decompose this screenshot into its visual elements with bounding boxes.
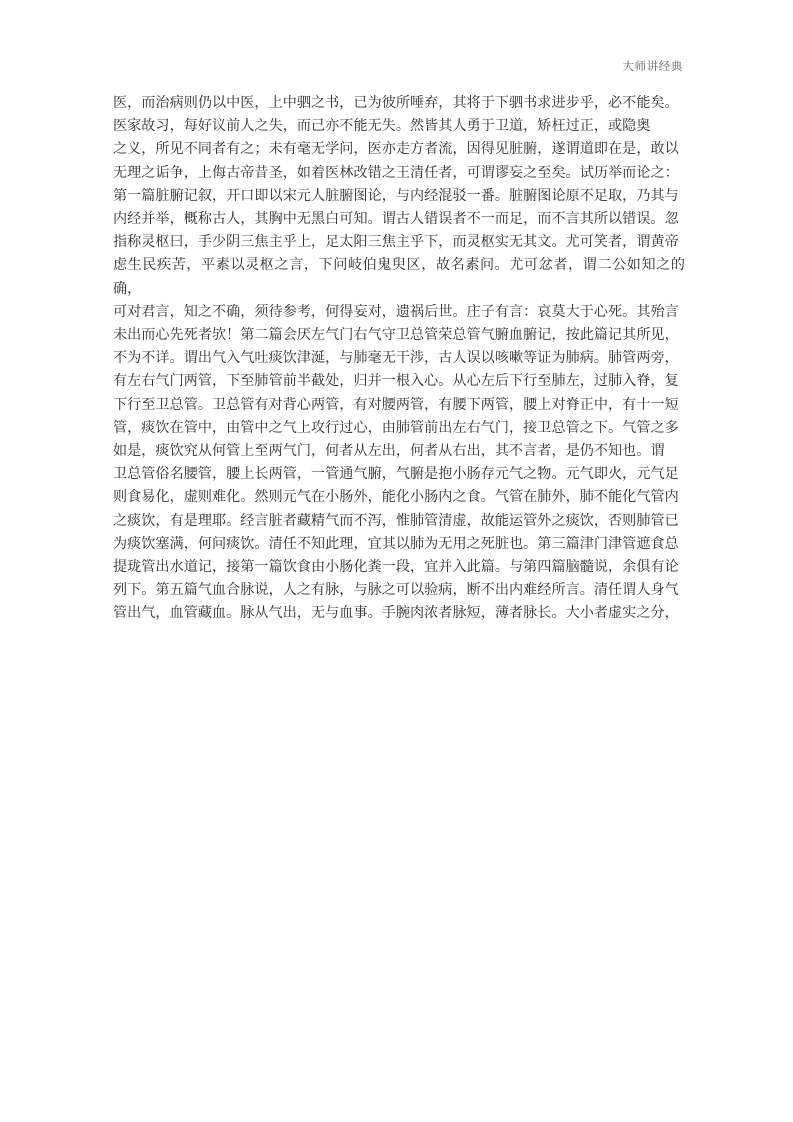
paragraph: 下行至卫总管。卫总管有对背心两管，有对腰两管，有腰下两管，腰上对脊正中，有十一短 (113, 396, 679, 413)
paragraph: 医，而治病则仍以中医，上中驷之书，已为彼所唾弃，其将于下驷书求进步乎，必不能矣。 (113, 95, 679, 111)
paragraph: 不为不详。谓出气入气吐痰饮津涎，与肺毫无干涉，古人误以咳嗽等证为肺病。肺管两旁， (113, 350, 679, 367)
paragraph: 管，痰饮在管中，由管中之气上攻行过心，由肺管前出左右气门，接卫总管之下。气管之多 (113, 419, 679, 436)
paragraph: 为痰饮塞满，何问痰饮。清任不知此理，宜其以肺为无用之死脏也。第三篇津门津管遮食总 (113, 535, 679, 552)
paragraph: 管出气，血管藏血。脉从气出，无与血事。手腕肉浓者脉短，薄者脉长。大小者虚实之分， (113, 605, 679, 622)
paragraph: 内经并举，概称古人，其胸中无黑白可知。谓古人错误者不一而足，而不言其所以错误。忽 (113, 211, 679, 228)
paragraph: 则食易化，虚则难化。然则元气在小肠外，能化小肠内之食。气管在肺外，肺不能化气管内 (113, 489, 679, 506)
paragraph: 第一篇脏腑记叙，开口即以宋元人脏腑图论，与内经混驳一番。脏腑图论原不足取，乃其与 (113, 187, 679, 204)
paragraph: 未出而心先死者欤！第二篇会厌左气门右气守卫总管荣总管气腑血腑记，按此篇记其所见， (113, 327, 679, 344)
paragraph: 之义，所见不同者有之；未有毫无学问，医亦走方者流，因得见脏腑，遂谓道即在是，敢以 (113, 141, 679, 158)
paragraph: 无理之诟争，上侮古帝昔圣，如着医林改错之王清任者，可谓谬妄之至矣。试历举而论之： (113, 164, 679, 181)
paragraph: 列下。第五篇气血合脉说，人之有脉，与脉之可以验病，断不出内难经所言。清任谓人身气 (113, 582, 679, 599)
paragraph: 提珑管出水道记，接第一篇饮食由小肠化粪一段，宜并入此篇。与第四篇脑髓说，余俱有论 (113, 559, 679, 576)
paragraph: 可对君言，知之不确，须待参考，何得妄对，遗祸后世。庄子有言：哀莫大于心死。其殆言 (113, 303, 679, 320)
paragraph: 如是，痰饮究从何管上至两气门，何者从左出，何者从右出，其不言者，是仍不知也。谓 (113, 443, 665, 460)
paragraph: 卫总管俗名腰管，腰上长两管，一管通气腑，气腑是抱小肠存元气之物。元气即火，元气足 (113, 466, 679, 483)
paragraph: 之痰饮，有是理耶。经言脏者藏精气而不泻，惟肺管清虚，故能运管外之痰饮，否则肺管已 (113, 512, 679, 529)
paragraph: 指称灵枢曰，手少阴三焦主乎上，足太阳三焦主乎下，而灵枢实无其文。尤可笑者，谓黄帝 (113, 234, 679, 251)
paragraph: 虑生民疾苦，平素以灵枢之言，下问岐伯鬼臾区，故名素问。尤可忿者，谓二公如知之的确， (113, 257, 685, 297)
document-body (113, 92, 685, 626)
paragraph: 医家故习，每好议前人之失，而己亦不能无失。然皆其人勇于卫道，矫枉过正，或隐奥 (113, 118, 651, 135)
running-header-title: 大师讲经典 (622, 59, 683, 73)
paragraph: 有左右气门两管，下至肺管前半截处，归并一根入心。从心左后下行至肺左，过肺入脊，复 (113, 373, 679, 390)
